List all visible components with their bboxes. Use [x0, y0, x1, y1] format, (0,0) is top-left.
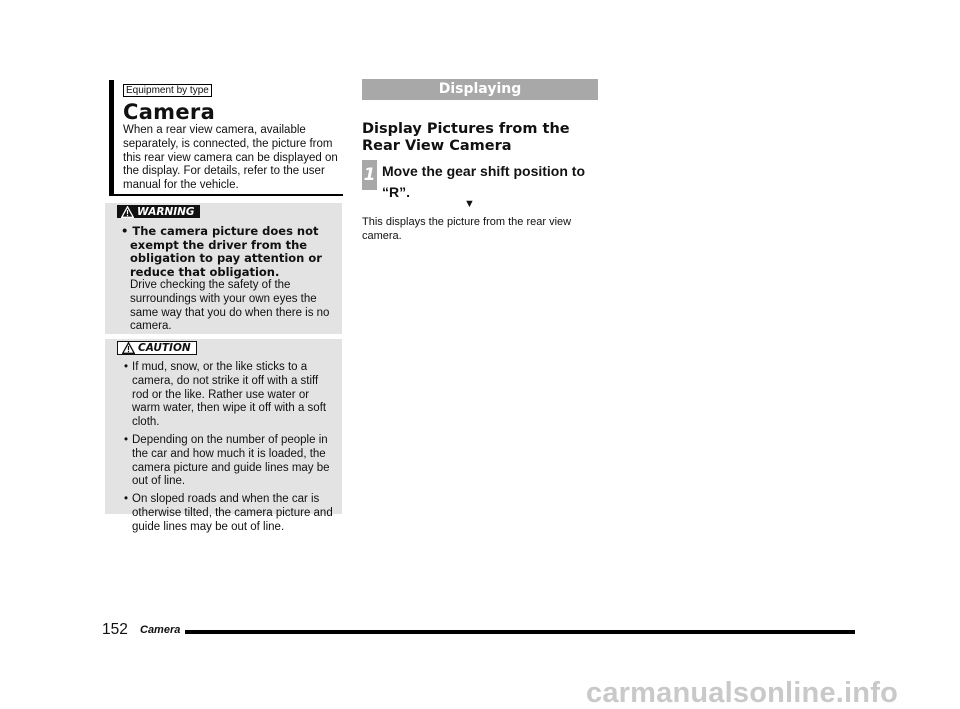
caution-box [105, 339, 342, 533]
step-text: Move the gear shift position to “R”. [382, 163, 586, 200]
warning-label [117, 205, 200, 218]
warning-strong-text: • The camera picture does not exempt the driver from the obligation to pay attention or reduce that obligation. [121, 224, 322, 279]
warning-box [105, 203, 342, 334]
down-arrow-icon: ▼ [464, 198, 475, 210]
caution-label-text: CAUTION [138, 342, 191, 354]
list-item: • On sloped roads and when the car is otherwise tilted, the camera picture and guide lines may be out of line. [115, 493, 337, 534]
warning-detail-text: Drive checking the safety of the surroundings with your own eyes the same way that you do when there is no camera. [130, 279, 330, 333]
warning-label-text: WARNING [137, 205, 195, 218]
displaying-section-bar: Displaying [362, 79, 598, 100]
footer-rule [185, 630, 855, 634]
warning-body [119, 225, 333, 334]
equipment-tag: Equipment by type [123, 84, 212, 97]
intro-paragraph: When a rear view camera, available separately, is connected, the picture from this rear view camera can be displayed on the display. For details, refer to the user manual for the vehicle. [123, 124, 338, 192]
step-result-text: This displays the picture from the rear view camera. [362, 216, 572, 242]
list-item: • Depending on the number of people in the car and how much it is loaded, the camera picture and guide lines may be out of line. [115, 434, 337, 489]
section-title: Camera [123, 100, 216, 124]
list-item: • If mud, snow, or the like sticks to a camera, do not strike it off with a stiff rod or the like. Rather use water or warm water, then wipe it off with a soft cloth. [115, 361, 337, 430]
watermark: carmanualsonline.info [586, 677, 898, 709]
section-header [109, 80, 343, 196]
subsection-title: Display Pictures from the Rear View Camera [362, 121, 570, 154]
caution-label [117, 341, 197, 355]
step-number: 1 [362, 160, 377, 190]
warning-triangle-icon [121, 206, 134, 218]
footer-label: Camera [140, 624, 181, 636]
caution-list [115, 361, 337, 539]
page-number: 152 [102, 621, 128, 638]
step-1 [362, 160, 598, 200]
caution-triangle-icon [122, 342, 135, 354]
